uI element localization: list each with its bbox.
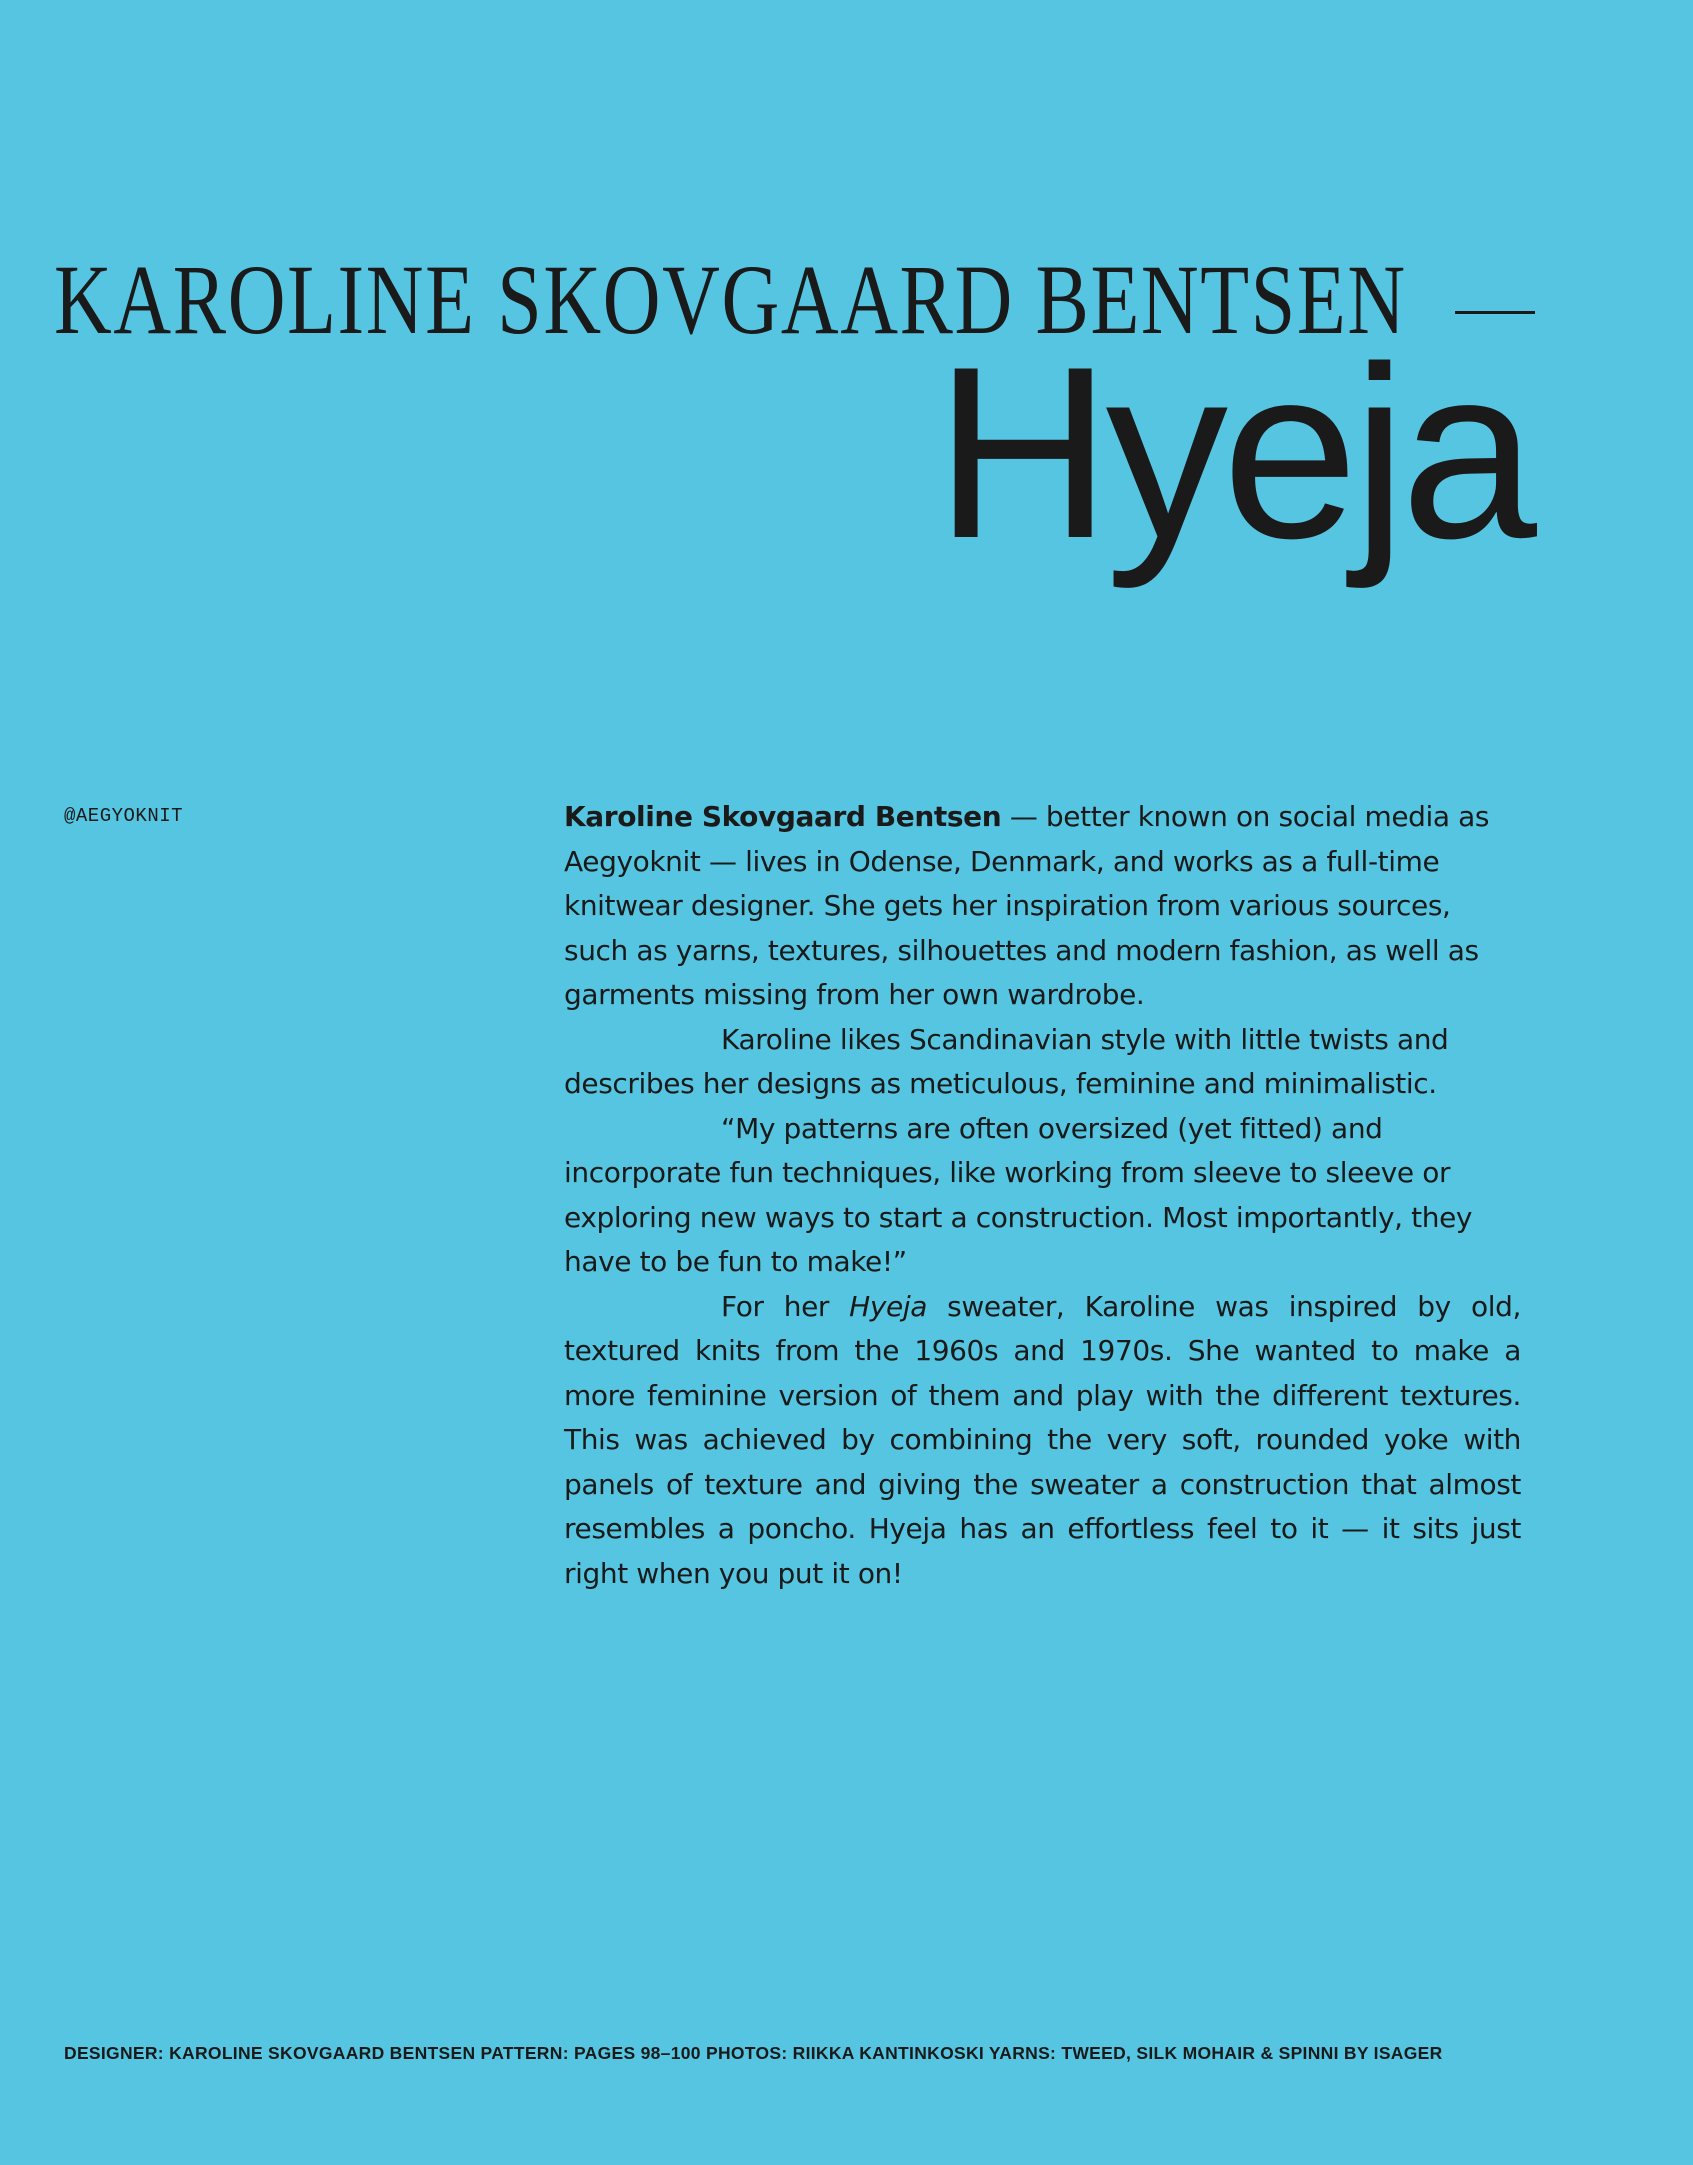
social-handle: @AEGYOKNIT [64, 805, 184, 827]
credits-footer: DESIGNER: KAROLINE SKOVGAARD BENTSEN PATTERN: PAGES 98–100 PHOTOS: RIIKKA KANTINKOSKI YARNS: TWEED, SILK MOHAIR & SPINNI BY ISAGER [64, 2043, 1443, 2063]
page-title: Hyeja [934, 315, 1531, 589]
paragraph-style: Karoline likes Scandinavian style with little twists and describes her designs as meticulous, feminine and minimalistic. [564, 1022, 1449, 1100]
paragraph-inspiration-text: sweater, Karoline was inspired by old, textured knits from the 1960s and 1970s. She wanted to make a more feminine version of them and play with the different textures. This was achieved by combining the very soft, rounded yoke with panels of texture and giving the sweater a construction that almost resembles a poncho. Hyeja has an effortless feel to it — it sits just right when you put it on! [564, 1289, 1521, 1590]
paragraph-inspiration-lead: For her [721, 1289, 850, 1323]
paragraph-quote: “My patterns are often oversized (yet fitted) and incorporate fun techniques, like working from sleeve to sleeve or exploring new ways to start a construction. Most importantly, they have to be fun to make!” [564, 1111, 1473, 1278]
paragraph-intro-text: — better known on social media as Aegyoknit — lives in Odense, Denmark, and works as a full-time knitwear designer. She gets her inspiration from various sources, such as yarns, textures, silhouettes and modern fashion, as well as garments missing from her own wardrobe. [564, 800, 1490, 1011]
designer-name-bold: Karoline Skovgaard Bentsen [564, 800, 1002, 833]
designer-name: KAROLINE SKOVGAARD BENTSEN [54, 244, 1407, 355]
paragraph-intro [564, 795, 1521, 1018]
pattern-name-italic: Hyeja [849, 1289, 927, 1323]
article-body [564, 795, 1521, 1596]
heading-dash [1455, 311, 1535, 314]
paragraph-inspiration [564, 1285, 1521, 1597]
